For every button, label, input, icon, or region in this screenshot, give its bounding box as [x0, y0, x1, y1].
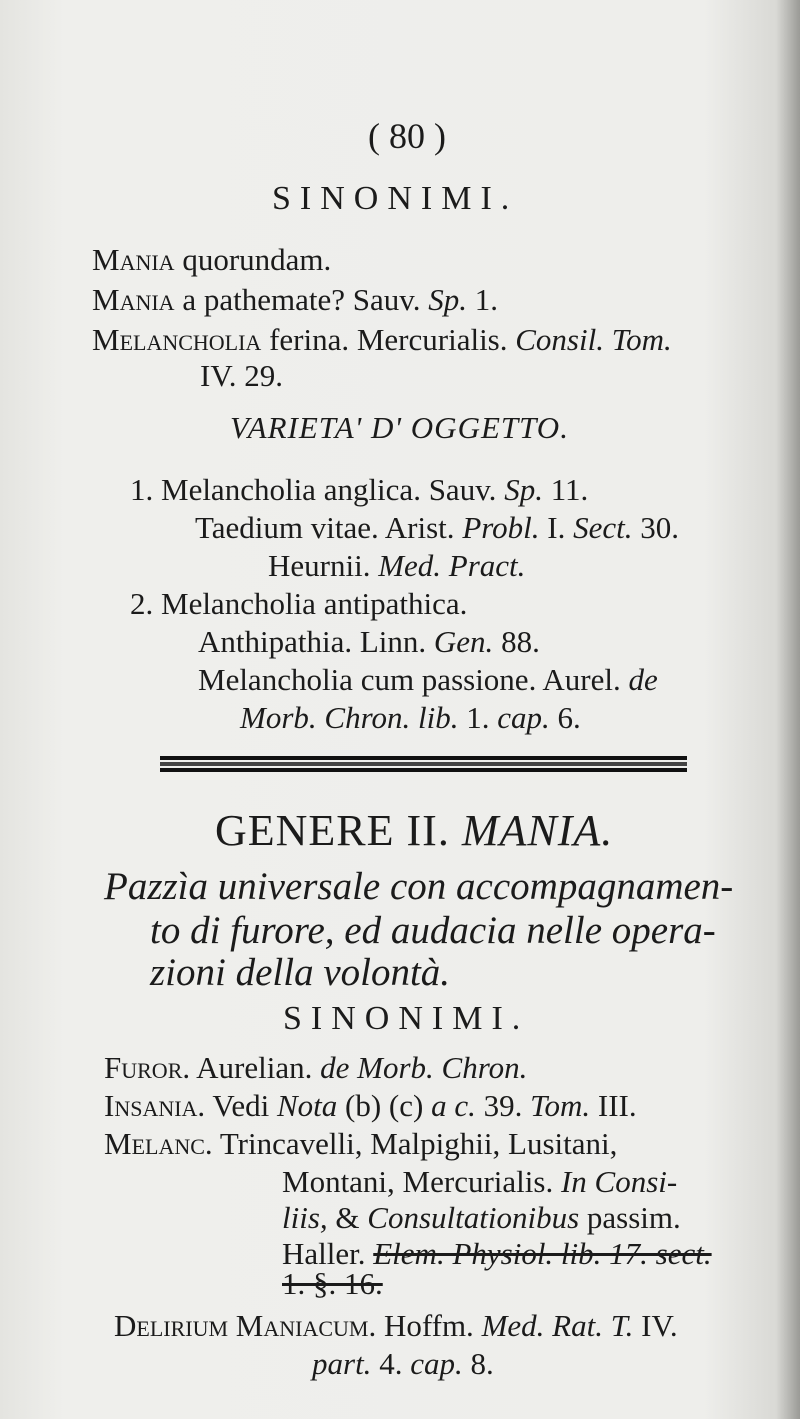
variety-item: Taedium vitae. Arist. Probl. I. Sect. 30. [195, 510, 679, 545]
synonym-entry: Delirium Maniacum. Hoffm. Med. Rat. T. IV. [114, 1308, 678, 1343]
synonym-entry: Mania a pathemate? Sauv. Sp. 1. [92, 282, 498, 317]
synonym-entry-continuation: Montani, Mercurialis. In Consi- [282, 1164, 678, 1199]
synonym-entry-continuation: liis, & Consultationibus passim. [282, 1200, 681, 1235]
synonym-entry: Insania. Vedi Nota (b) (c) a c. 39. Tom. III. [104, 1088, 637, 1123]
synonym-entry: Melanc. Trincavelli, Malpighii, Lusitani, [104, 1126, 618, 1161]
variety-item: Heurnii. Med. Pract. [268, 548, 526, 583]
genus-description-line: to di furore, ed audacia nelle opera- [150, 909, 716, 952]
synonym-entry-continuation [282, 1266, 383, 1302]
synonym-entry-continuation: Haller. Elem. Physiol. lib. 17. sect. [282, 1236, 712, 1271]
genus-name: MANIA. [461, 806, 614, 855]
variety-item: Morb. Chron. lib. 1. cap. 6. [240, 700, 581, 735]
variety-item: Melancholia cum passione. Aurel. de [198, 662, 658, 697]
page-number: ( 80 ) [368, 116, 446, 156]
variety-item: 2. Melancholia antipathica. [130, 586, 468, 621]
synonym-entry: Melancholia ferina. Mercurialis. Consil. Tom. [92, 322, 672, 357]
synonym-entry-continuation: part. 4. cap. 8. [312, 1346, 494, 1381]
varieta-heading: VARIETA' D' OGGETTO. [230, 410, 569, 445]
variety-item: Anthipathia. Linn. Gen. 88. [198, 624, 540, 659]
struck-citation: Elem. Physiol. lib. 17. sect. [373, 1236, 712, 1271]
genus-description-line: Pazzìa universale con accompagnamen- [104, 865, 734, 908]
genus-description-line: zioni della volontà. [150, 951, 451, 994]
synonym-entry: Furor. Aurelian. de Morb. Chron. [104, 1050, 528, 1085]
section-divider [160, 756, 687, 772]
variety-item: 1. Melancholia anglica. Sauv. Sp. 11. [130, 472, 589, 507]
genus-title: GENERE II. [215, 806, 450, 855]
synonyms-heading: SINONIMI. [283, 1000, 530, 1037]
synonym-entry-continuation: IV. 29. [200, 358, 283, 393]
synonym-entry: Mania quorundam. [92, 242, 332, 277]
synonyms-heading: SINONIMI. [272, 180, 519, 217]
struck-citation: 1. §. 16. [282, 1266, 383, 1301]
genus-heading [215, 805, 613, 856]
